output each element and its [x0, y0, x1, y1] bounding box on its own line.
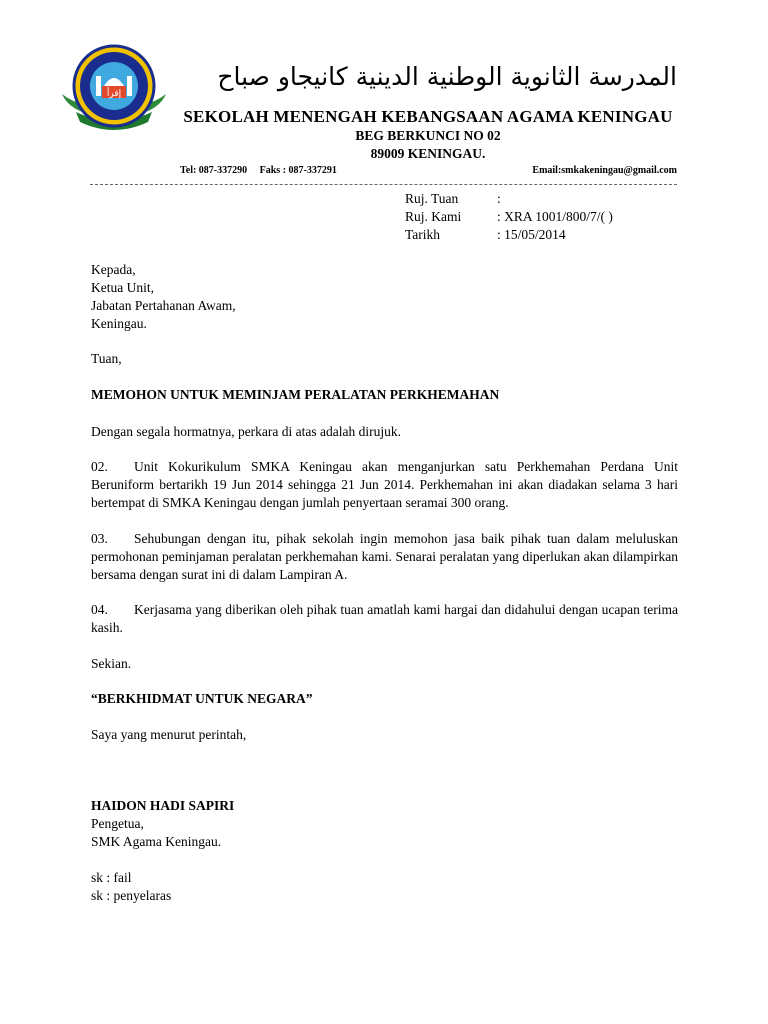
recipient-line: Keningau. — [91, 316, 147, 331]
sign-off: Saya yang menurut perintah, — [91, 727, 247, 742]
contact-numbers — [180, 165, 347, 176]
paragraph-number: 04. — [91, 602, 108, 617]
salutation: Tuan, — [91, 351, 122, 366]
recipient-line: Jabatan Pertahanan Awam, — [91, 298, 236, 313]
recipient-block — [91, 261, 678, 333]
reference-block — [405, 190, 613, 244]
reference-row — [405, 208, 613, 226]
cc-line: sk : penyelaras — [91, 888, 172, 903]
reference-value: : XRA 1001/800/7/( ) — [497, 209, 613, 224]
reference-label: Tarikh — [405, 227, 441, 242]
paragraph-text: Unit Kokurikulum SMKA Keningau akan menganjurkan satu Perkhemahan Perdana Unit Beruniform bertarikh 19 Jun 2014 sehingga 21 Jun 2014. Perkhemahan ini akan diadakan selama 3 hari bertempat di SMKA Keningau dengan jumlah penyertaan seramai 300 orang. — [91, 459, 678, 510]
signatory-name: HAIDON HADI SAPIRI — [91, 798, 235, 813]
school-name-arabic: المدرسة الثانوية الوطنية الدينية كانيجاو صباح — [217, 62, 677, 91]
fax: Faks : 087-337291 — [259, 165, 337, 176]
cc-line: sk : fail — [91, 870, 132, 885]
motto: “BERKHIDMAT UNTUK NEGARA” — [91, 691, 313, 706]
address-line-1: BEG BERKUNCI NO 02 — [355, 128, 501, 143]
signature-block — [91, 797, 678, 851]
paragraph-text: Kerjasama yang diberikan oleh pihak tuan amatlah kami hargai dan didahului dengan ucapan terima kasih. — [91, 602, 678, 635]
cc-block — [91, 869, 678, 905]
header-divider — [90, 184, 677, 185]
school-name: SEKOLAH MENENGAH KEBANGSAAN AGAMA KENINGAU — [183, 107, 673, 126]
opening-line: Dengan segala hormatnya, perkara di atas adalah dirujuk. — [91, 424, 401, 439]
logo-arabic-text: إقرأ — [106, 89, 122, 99]
letter-subject: MEMOHON UNTUK MEMINJAM PERALATAN PERKHEMAHAN — [91, 387, 500, 402]
paragraph-number: 02. — [91, 459, 108, 474]
email: Email:smkakeningau@gmail.com — [532, 165, 677, 176]
address-line-2: 89009 KENINGAU. — [370, 146, 486, 161]
reference-row — [405, 226, 613, 244]
paragraph-03 — [91, 530, 678, 584]
reference-label: Ruj. Tuan — [405, 191, 459, 206]
recipient-line: Ketua Unit, — [91, 280, 154, 295]
reference-label: Ruj. Kami — [405, 209, 462, 224]
signatory-org: SMK Agama Keningau. — [91, 834, 222, 849]
telephone: Tel: 087-337290 — [180, 165, 248, 176]
reference-row — [405, 190, 613, 208]
paragraph-04 — [91, 601, 678, 637]
recipient-line: Kepada, — [91, 262, 136, 277]
paragraph-02 — [91, 458, 678, 512]
closing: Sekian. — [91, 656, 132, 671]
reference-value: : 15/05/2014 — [497, 227, 566, 242]
paragraph-number: 03. — [91, 531, 108, 546]
signatory-title: Pengetua, — [91, 816, 144, 831]
paragraph-text: Sehubungan dengan itu, pihak sekolah ingin memohon jasa baik pihak tuan dalam meluluskan permohonan peminjaman peralatan perkhemahan kami. Senarai peralatan yang diperlukan akan dilampirkan bersama dengan surat ini di dalam Lampiran A. — [91, 531, 678, 582]
reference-value: : — [497, 191, 501, 206]
